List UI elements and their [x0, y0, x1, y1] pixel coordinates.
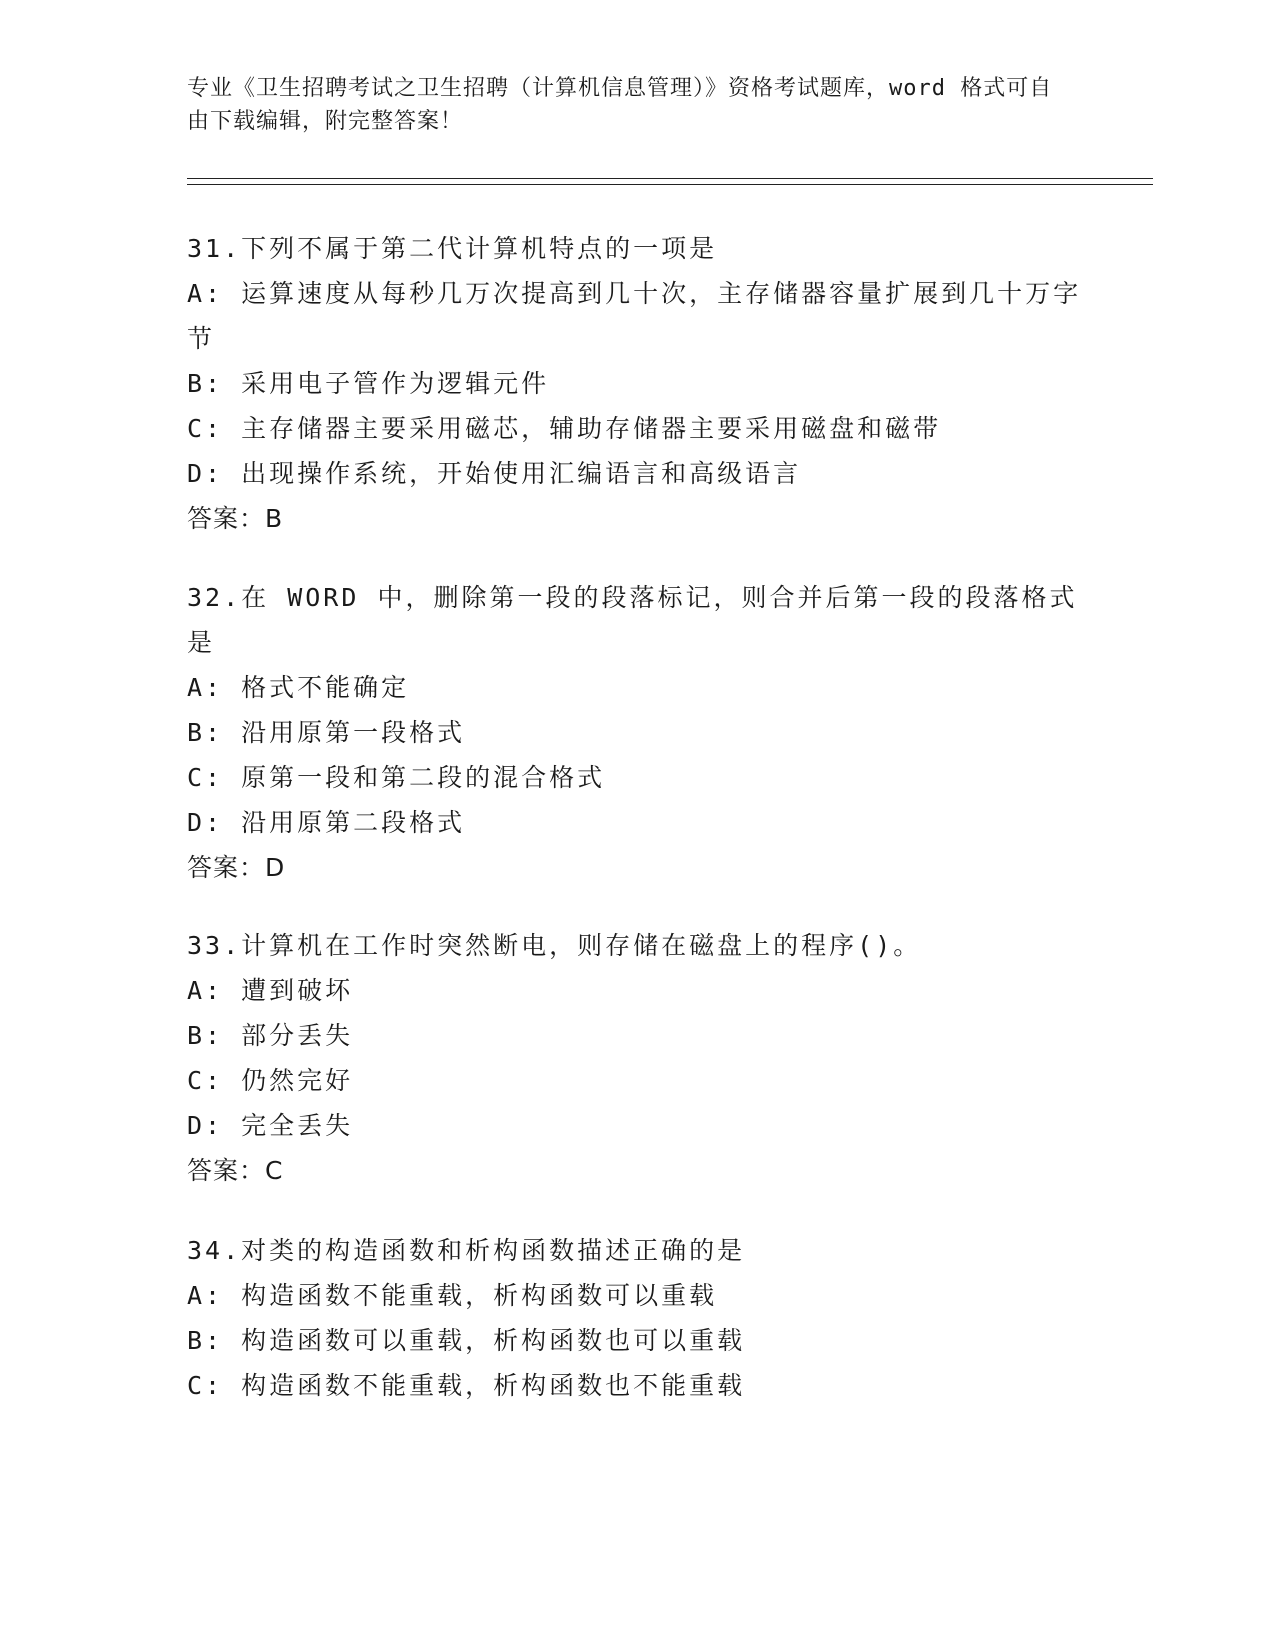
question-stem: 32.在 WORD 中，删除第一段的段落标记，则合并后第一段的段落格式是	[187, 583, 1078, 657]
question-stem: 34.对类的构造函数和析构函数描述正确的是	[187, 1236, 746, 1265]
option-b: B: 构造函数可以重载，析构函数也可以重载	[187, 1326, 746, 1355]
option-c: C: 构造函数不能重载，析构函数也不能重载	[187, 1371, 746, 1400]
answer: 答案：D	[187, 853, 286, 882]
answer: 答案：B	[187, 504, 284, 533]
option-d: D: 出现操作系统，开始使用汇编语言和高级语言	[187, 459, 802, 488]
question-stem: 33.计算机在工作时突然断电，则存储在磁盘上的程序()。	[187, 931, 922, 960]
option-b: B: 部分丢失	[187, 1021, 354, 1050]
header-divider	[187, 178, 1153, 185]
option-d: D: 完全丢失	[187, 1111, 354, 1140]
question-31	[187, 226, 1087, 541]
option-a: A: 构造函数不能重载，析构函数可以重载	[187, 1281, 718, 1310]
question-32	[187, 575, 1087, 890]
option-a: A: 格式不能确定	[187, 673, 410, 702]
option-c: C: 仍然完好	[187, 1066, 354, 1095]
option-d: D: 沿用原第二段格式	[187, 808, 466, 837]
option-c: C: 主存储器主要采用磁芯，辅助存储器主要采用磁盘和磁带	[187, 414, 942, 443]
question-33	[187, 923, 1087, 1193]
option-c: C: 原第一段和第二段的混合格式	[187, 763, 606, 792]
option-b: B: 采用电子管作为逻辑元件	[187, 369, 550, 398]
question-stem: 31.下列不属于第二代计算机特点的一项是	[187, 234, 718, 263]
option-a: A: 运算速度从每秒几万次提高到几十次，主存储器容量扩展到几十万字节	[187, 279, 1082, 353]
question-34	[187, 1228, 1087, 1408]
document-header: 专业《卫生招聘考试之卫生招聘（计算机信息管理）》资格考试题库，word 格式可自由下载编辑，附完整答案！	[187, 76, 1053, 134]
answer: 答案：C	[187, 1156, 284, 1185]
option-a: A: 遭到破坏	[187, 976, 354, 1005]
option-b: B: 沿用原第一段格式	[187, 718, 466, 747]
